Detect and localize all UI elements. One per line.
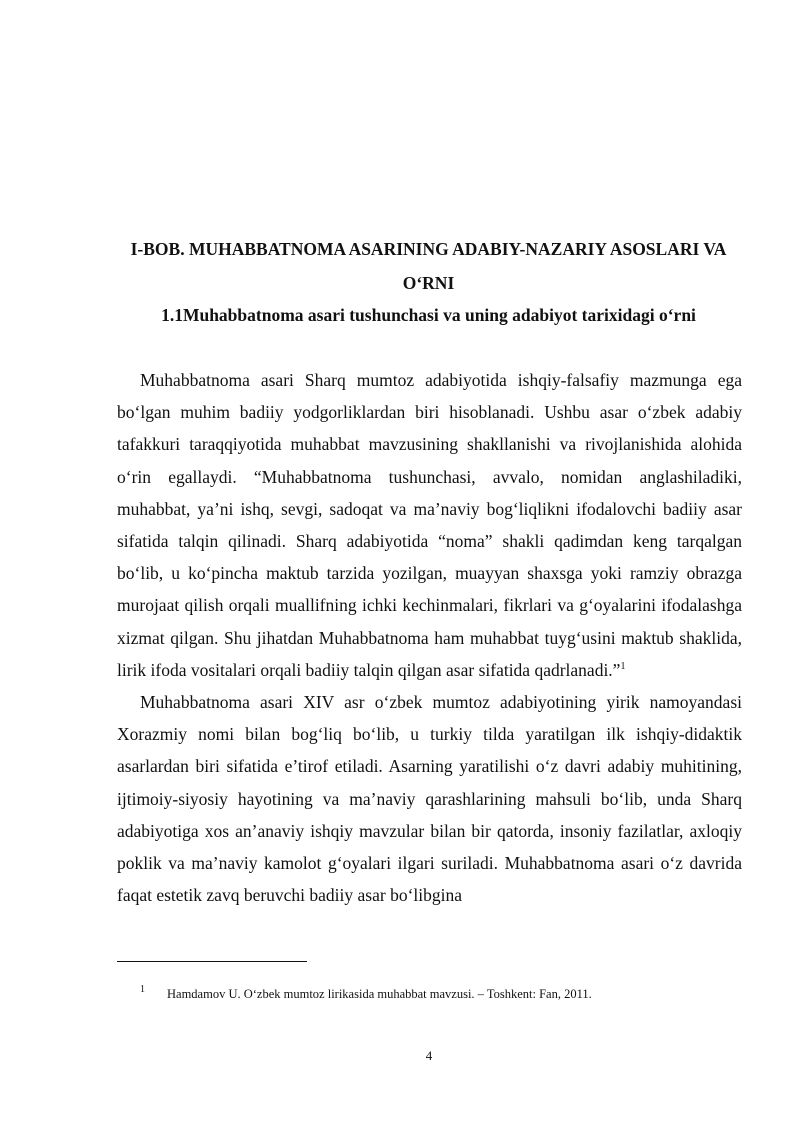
paragraph-1 — [117, 364, 742, 686]
footnote-text: Hamdamov U. O‘zbek mumtoz lirikasida muhabbat mavzusi. – Toshkent: Fan, 2011. — [167, 987, 592, 1001]
section-title: 1.1Muhabbatnoma asari tushunchasi va uning adabiyot tarixidagi o‘rni — [161, 305, 696, 325]
paragraph-1-text: Muhabbatnoma asari Sharq mumtoz adabiyotida ishqiy-falsafiy mazmunga ega bo‘lgan muhim badiiy yodgorliklardan biri hisoblanadi. Ushbu asar o‘zbek adabiy tafakkuri taraqqiyotida muhabbat mavzusining shakllanishi va rivojlanishida alohida o‘rin egallaydi. “Muhabbatnoma tushunchasi, avvalo, nomidan anglashiladiki, muhabbat, ya’ni ishq, sevgi, sadoqat va ma’naviy bog‘liqlikni ifodalovchi badiiy asar sifatida talqin qilinadi. Sharq adabiyotida “noma” shakli qadimdan keng tarqalgan bo‘lib, u ko‘pincha maktub tarzida yozilgan, muayyan shaxsga yoki ramziy obrazga murojaat qilish orqali muallifning ichki kechinmalari, fikrlari va g‘oyalarini ifodalashga xizmat qilgan. Shu jihatdan Muhabbatnoma ham muhabbat tuyg‘usini maktub shaklida, lirik ifoda vositalari orqali badiiy talqin qilgan asar sifatida qadrlanadi.” — [117, 370, 742, 680]
body-text — [117, 364, 742, 911]
footnote-reference[interactable]: 1 — [620, 661, 626, 672]
footnote-number: 1 — [140, 984, 145, 995]
paragraph-2 — [117, 686, 742, 911]
chapter-title: I-BOB. MUHABBATNOMA ASARINING ADABIY-NAZARIY ASOSLARI VA O‘RNI — [130, 239, 727, 293]
footnote-separator — [117, 961, 307, 962]
paragraph-2-text: Muhabbatnoma asari XIV asr o‘zbek mumtoz adabiyotining yirik namoyandasi Xorazmiy nomi bilan bog‘liq bo‘lib, u turkiy tilda yaratilgan ilk ishqiy-didaktik asarlardan biri sifatida e’tirof etiladi. Asarning yaratilishi o‘z davri adabiy muhitining, ijtimoiy-siyosiy hayotining va ma’naviy qarashlarining mahsuli bo‘lib, unda Sharq adabiyotiga xos an’anaviy ishqiy mavzular bilan bir qatorda, insoniy fazilatlar, axloqiy poklik va ma’naviy kamolot g‘oyalari ilgari suriladi. Muhabbatnoma asari o‘z davrida faqat estetik zavq beruvchi badiiy asar bo‘libgina — [117, 692, 742, 906]
page-number: 4 — [425, 1048, 433, 1063]
